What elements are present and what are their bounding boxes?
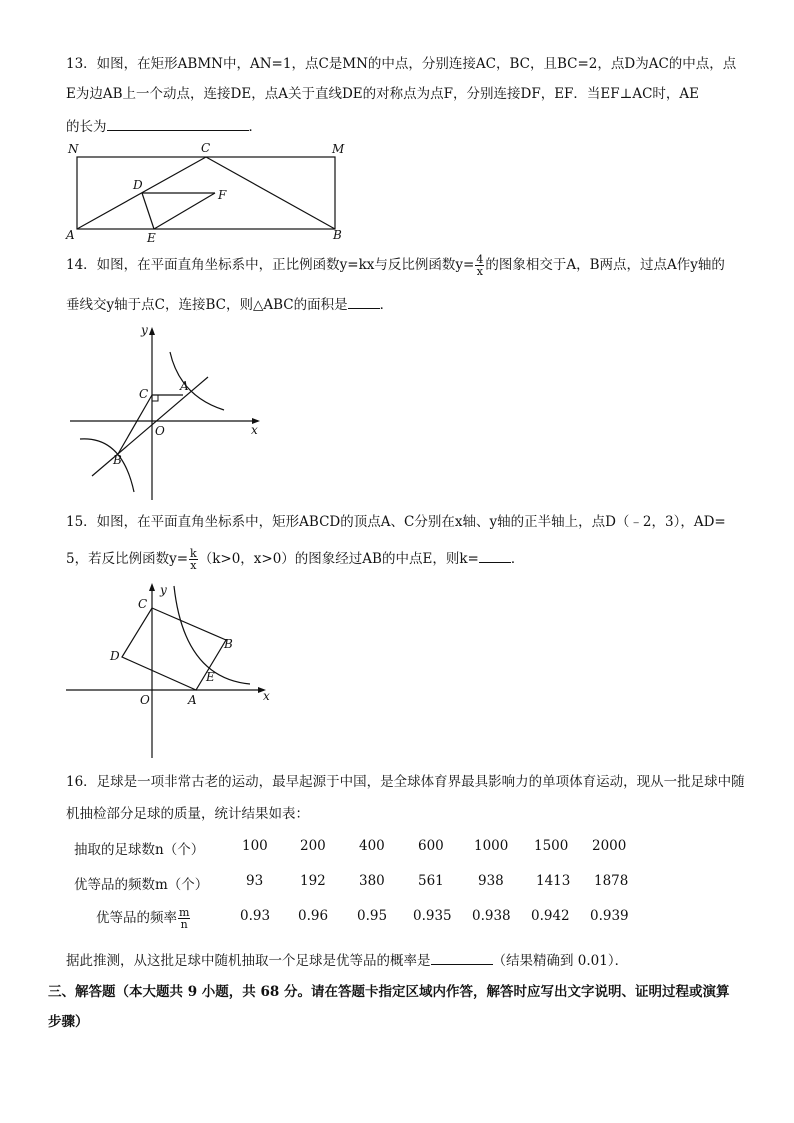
q16-row3-cell: 0.95 xyxy=(357,908,388,924)
q16-text-line1: 16．足球是一项非常古老的运动，最早起源于中国，是全球体育界最具影响力的单项体育运动，现从一批足球中随 xyxy=(66,774,745,790)
q14-answer-blank[interactable] xyxy=(348,294,380,309)
q14-text-line2-post: ． xyxy=(379,297,394,313)
q14-label-b: B xyxy=(113,453,122,467)
q16-row3-cell: 0.939 xyxy=(590,908,629,924)
q13-text-line3-pre: 的长为 xyxy=(66,119,107,135)
q13-label-f: F xyxy=(218,188,227,202)
q16-row1-cell: 200 xyxy=(300,838,326,854)
q16-row3-cell: 0.96 xyxy=(298,908,329,924)
q13-text-line1: 13．如图，在矩形ABMN中，AN=1，点C是MN的中点，分别连接AC，BC，且BC=2，点D为AC的中点，点 xyxy=(66,56,737,72)
q16-row3-label-text: 优等品的频率 xyxy=(96,910,177,926)
q15-text-line2-mid: （k>0，x>0）的图象经过AB的中点E，则k= xyxy=(198,551,479,567)
q14-frac-num: 4 xyxy=(476,253,484,266)
q13-segment-ef xyxy=(154,193,215,229)
q13-text-line3-post: ． xyxy=(248,119,262,135)
q13-figure xyxy=(60,138,360,246)
q16-row2-cell: 380 xyxy=(359,873,385,889)
q16-row1-cell: 2000 xyxy=(592,838,627,854)
q16-text-line3-pre: 据此推测，从这批足球中随机抽取一个足球是优等品的概率是 xyxy=(66,953,431,969)
q16-row2-label: 优等品的频数m（个） xyxy=(74,877,209,893)
q14-text-line2 xyxy=(66,294,393,315)
q13-label-b: B xyxy=(333,228,342,242)
q14-label-y: y xyxy=(141,323,148,337)
q16-row1-cell: 400 xyxy=(359,838,385,854)
q15-fraction xyxy=(189,548,198,571)
q14-label-c: C xyxy=(139,387,149,401)
q16-text-line3-post: （结果精确到 0.01）． xyxy=(492,953,629,969)
q16-row2-cell: 938 xyxy=(478,873,504,889)
q13-label-c: C xyxy=(201,141,211,155)
q15-frac-den: x xyxy=(190,559,197,572)
q14-right-angle-mark xyxy=(152,395,158,401)
q16-row3-cell: 0.93 xyxy=(240,908,271,924)
q13-text-line2: E为边AB上一个动点，连接DE，点A关于直线DE的对称点为点F，分别连接DF，EF．当EF⊥AC时，AE xyxy=(66,86,700,102)
q13-label-a: A xyxy=(66,228,75,242)
q15-label-y: y xyxy=(160,583,167,597)
q16-row3-label xyxy=(96,906,191,930)
q14-segment-bc xyxy=(118,395,152,454)
q16-row3-cell: 0.942 xyxy=(531,908,570,924)
q16-row3-frac-den: n xyxy=(180,918,188,931)
q14-hyperbola-right xyxy=(170,352,224,410)
q13-label-e: E xyxy=(147,231,156,245)
q14-label-a: A xyxy=(180,379,189,393)
q16-row1-cell: 100 xyxy=(242,838,268,854)
q16-row3-fraction xyxy=(178,907,190,930)
q16-text-line3 xyxy=(66,950,628,971)
q15-label-b: B xyxy=(224,637,233,651)
q15-label-c: C xyxy=(138,597,148,611)
q15-label-o: O xyxy=(140,693,150,707)
q13-text-line3 xyxy=(66,116,262,137)
q13-label-n: N xyxy=(68,142,79,156)
q16-row1-cell: 1500 xyxy=(534,838,569,854)
q15-text-line2 xyxy=(66,548,524,571)
section3-heading-line1: 三、解答题（本大题共 9 小题，共 68 分。请在答题卡指定区域内作答，解答时应写出文字说明、证明过程或演算 xyxy=(48,984,730,1000)
q15-figure xyxy=(60,578,280,762)
q15-label-d: D xyxy=(110,649,120,663)
q16-text-line2: 机抽检部分足球的质量，统计结果如表： xyxy=(66,806,309,822)
q15-frac-num: k xyxy=(190,547,197,560)
q16-row3-cell: 0.938 xyxy=(472,908,511,924)
q16-row2-cell: 1413 xyxy=(536,873,571,889)
q15-y-arrow xyxy=(149,583,155,591)
q15-label-x: x xyxy=(263,689,270,703)
q14-label-o: O xyxy=(155,424,165,438)
q13-answer-blank[interactable] xyxy=(107,116,249,131)
q14-line-ykx xyxy=(92,377,208,476)
q15-text-line1: 15．如图，在平面直角坐标系中，矩形ABCD的顶点A、C分别在x轴、y轴的正半轴上，点D（﹣2，3），AD= xyxy=(66,514,726,530)
q13-segment-de xyxy=(142,193,154,229)
q16-row1-cell: 600 xyxy=(418,838,444,854)
q14-figure xyxy=(62,318,272,504)
q14-fraction xyxy=(475,254,484,277)
q13-label-m: M xyxy=(332,142,345,156)
q14-text-line2-pre: 垂线交y轴于点C，连接BC，则△ABC的面积是 xyxy=(66,297,348,313)
q16-row3-frac-num: m xyxy=(179,906,190,919)
section3-heading-line2: 步骤） xyxy=(48,1014,89,1030)
q16-row3-cell: 0.935 xyxy=(413,908,452,924)
q14-label-x: x xyxy=(251,423,258,437)
q14-text-line1-post: 的图象相交于A，B两点，过点A作y轴的 xyxy=(485,257,725,273)
q15-text-line2-post: ． xyxy=(510,551,525,567)
q14-text-line1 xyxy=(66,254,725,277)
q15-answer-blank[interactable] xyxy=(479,548,511,563)
q16-row2-cell: 561 xyxy=(418,873,444,889)
q15-text-line2-pre: 5，若反比例函数y= xyxy=(66,551,189,567)
q16-row1-label: 抽取的足球数n（个） xyxy=(74,842,205,858)
q16-row1-cell: 1000 xyxy=(474,838,509,854)
q13-label-d: D xyxy=(133,178,143,192)
q14-frac-den: x xyxy=(476,265,483,278)
q14-text-line1-pre: 14．如图，在平面直角坐标系中，正比例函数y=kx与反比例函数y= xyxy=(66,257,475,273)
q16-row2-cell: 1878 xyxy=(594,873,629,889)
q15-label-a: A xyxy=(188,693,197,707)
q14-y-arrow xyxy=(149,327,155,335)
q16-row2-cell: 93 xyxy=(246,873,264,889)
q16-row2-cell: 192 xyxy=(300,873,326,889)
q15-label-e: E xyxy=(206,670,215,684)
q16-answer-blank[interactable] xyxy=(431,950,493,965)
